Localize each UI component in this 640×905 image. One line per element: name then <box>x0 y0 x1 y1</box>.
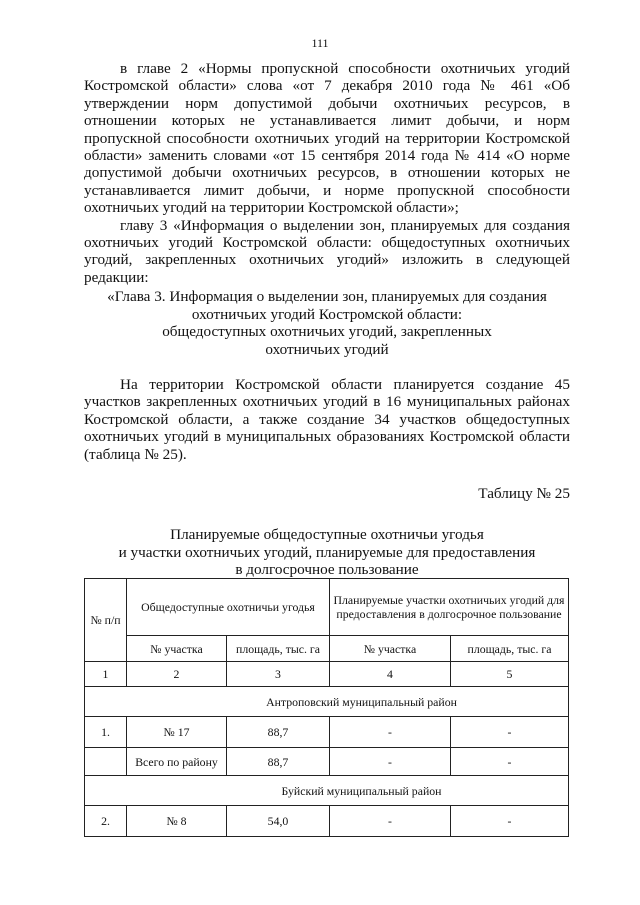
subheader-plot-no: № участка <box>127 636 227 662</box>
column-number-row <box>85 662 569 687</box>
table-row <box>85 806 569 837</box>
column-number: 4 <box>330 662 451 687</box>
paragraph-chapter2-amendment: в главе 2 «Нормы пропускной способности охотничьих угодий Костромской области» слова «от 7 декабря 2010 года № 461 «Об утверждении норм допустимой добычи охотничьих ресурсов, в отношении которых не устанавливается лимит добычи, и норм пропускной способности охотничьих угодий на территории Костромской области» заменить словами «от 15 сентября 2014 года № 414 «О норме допустимой добычи охотничьих ресурсов, в отношении которых не устанавливается лимит добычи, и норме пропускной способности охотничьих угодий на территории Костромской области»; <box>84 60 570 217</box>
cell-num: 1. <box>85 717 127 748</box>
table-row <box>85 717 569 748</box>
subheader-area: площадь, тыс. га <box>227 636 330 662</box>
page-number: 111 <box>311 36 329 50</box>
district-label: Буйский муниципальный район <box>281 783 442 798</box>
cell-plot: № 8 <box>127 806 227 837</box>
subheader-plan-area: площадь, тыс. га <box>451 636 569 662</box>
chapter-title-line: охотничьих угодий <box>265 340 389 358</box>
cell-num: 2. <box>85 806 127 837</box>
cell-plan-plot: - <box>330 806 451 837</box>
chapter-title-line: «Глава 3. Информация о выделении зон, планируемых для создания <box>107 288 547 306</box>
paragraph-territory: На территории Костромской области планируется создание 45 участков закрепленных охотничьих угодий в 16 муниципальных районах Костромской области, а также создание 34 участков общедоступных охотничьих угодий в муниципальных образованиях Костромской области (таблица № 25). <box>84 375 570 463</box>
chapter-title-line: общедоступных охотничьих угодий, закрепленных <box>162 323 492 341</box>
chapter-title <box>84 288 570 358</box>
column-number: 3 <box>227 662 330 687</box>
cell-area: 88,7 <box>227 717 330 748</box>
body-text <box>84 60 570 579</box>
cell-plot: № 17 <box>127 717 227 748</box>
district-name <box>85 687 569 717</box>
district-row <box>85 776 569 806</box>
table-caption-line: в долгосрочное пользование <box>235 561 419 579</box>
district-label: Антроповский муниципальный район <box>266 694 457 709</box>
header-public-grounds: Общедоступные охотничьи угодья <box>127 579 330 636</box>
table-reference: Таблицу № 25 <box>478 484 570 502</box>
cell-plan-plot: - <box>330 748 451 776</box>
table-caption <box>84 526 570 578</box>
header-planned-plots: Планируемые участки охотничьих угодий для предоставления в долгосрочное пользование <box>330 579 569 636</box>
hunting-grounds-table <box>84 578 569 837</box>
district-total-row <box>85 748 569 776</box>
cell-total-label: Всего по району <box>127 748 227 776</box>
cell-total-area: 88,7 <box>227 748 330 776</box>
cell-area: 54,0 <box>227 806 330 837</box>
column-number: 5 <box>451 662 569 687</box>
table-subheader-row <box>85 636 569 662</box>
paragraph-chapter3-amendment: главу 3 «Информация о выделении зон, планируемых для создания охотничьих угодий Костромской области: общедоступных охотничьих угодий, закрепленных охотничьих угодий» изложить в следующей редакции: <box>84 216 570 286</box>
cell-plan-area: - <box>451 748 569 776</box>
cell-plan-plot: - <box>330 717 451 748</box>
cell-plan-area: - <box>451 806 569 837</box>
column-number: 2 <box>127 662 227 687</box>
district-row <box>85 687 569 717</box>
cell-plan-area: - <box>451 717 569 748</box>
header-num: № п/п <box>85 579 127 662</box>
table-caption-line: и участки охотничьих угодий, планируемые для предоставления <box>118 543 536 561</box>
subheader-plan-plot-no: № участка <box>330 636 451 662</box>
table-header-row <box>85 579 569 636</box>
chapter-title-line: охотничьих угодий Костромской области: <box>191 305 463 323</box>
district-name <box>85 776 569 806</box>
cell-num <box>85 748 127 776</box>
table-caption-line: Планируемые общедоступные охотничьи угодья <box>170 526 484 544</box>
column-number: 1 <box>85 662 127 687</box>
